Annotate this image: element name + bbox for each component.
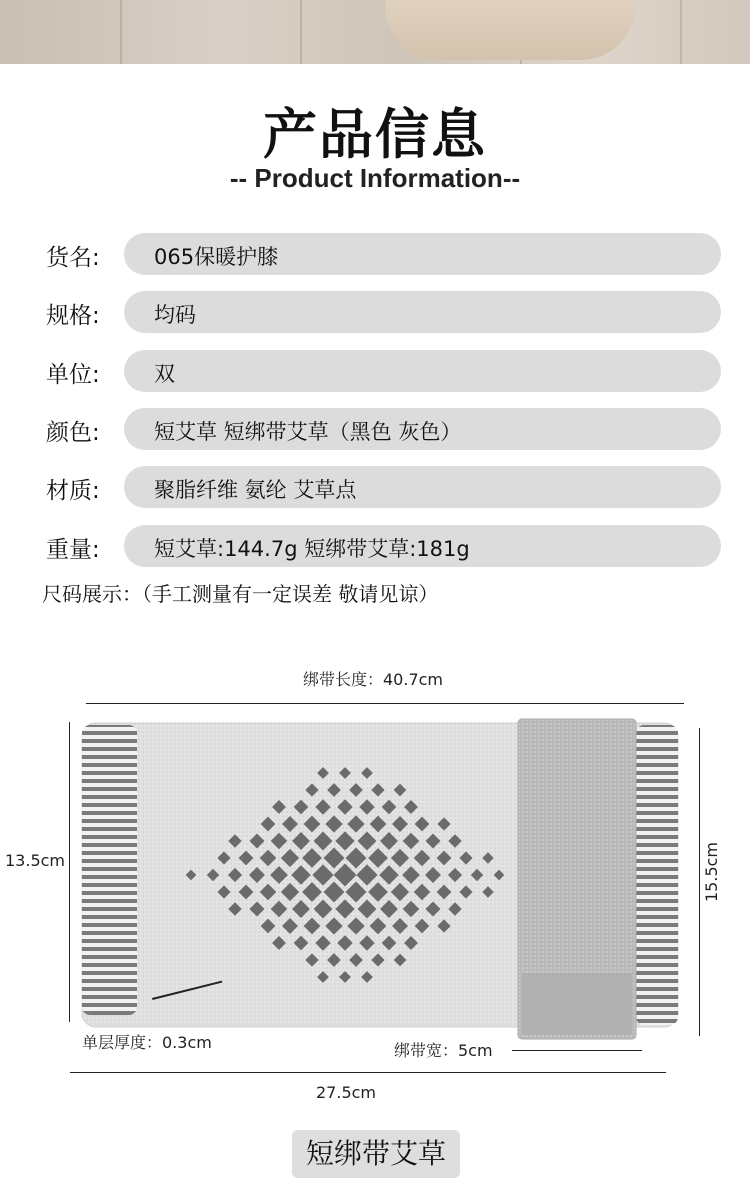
spec-row-weight [0, 525, 750, 567]
strap-width-line [512, 1050, 642, 1051]
spec-value: 双 [154, 362, 175, 386]
spec-row-unit [0, 350, 750, 392]
variant-caption: 短绑带艾草 [292, 1130, 460, 1178]
width-label: 27.5cm [316, 1083, 377, 1102]
spec-pill [124, 525, 721, 567]
spec-row-material [0, 466, 750, 508]
spec-value: 短艾草 短绑带艾草（黑色 灰色） [154, 420, 462, 444]
spec-label: 材质: [46, 478, 100, 504]
spec-label: 货名: [46, 245, 100, 271]
height-left-label: 13.5cm [5, 851, 66, 870]
page-subtitle: -- Product Information-- [229, 163, 521, 193]
spec-pill [124, 466, 721, 508]
spec-label: 单位: [46, 362, 100, 388]
foot-image [385, 0, 635, 60]
strap-length-line [86, 703, 684, 704]
height-right-label: 15.5cm [702, 841, 721, 902]
width-line [70, 1072, 666, 1073]
spec-value: 聚脂纤维 氨纶 艾草点 [154, 478, 357, 502]
size-note: 尺码展示：（手工测量有一定误差 敬请见谅） [42, 582, 439, 606]
floor-photo-strip [0, 0, 750, 64]
spec-value: 均码 [154, 303, 196, 327]
spec-value: 短艾草:144.7g 短绑带艾草:181g [154, 537, 470, 561]
spec-pill [124, 233, 721, 275]
spec-label: 重量: [46, 537, 100, 563]
spec-value: 065保暖护膝 [154, 245, 279, 269]
spec-pill [124, 350, 721, 392]
spec-row-name [0, 233, 750, 275]
spec-row-color [0, 408, 750, 450]
thickness-label: 单层厚度：0.3cm [82, 1033, 212, 1052]
spec-label: 颜色: [46, 420, 100, 446]
spec-label: 规格: [46, 303, 100, 329]
spec-pill [124, 408, 721, 450]
spec-pill [124, 291, 721, 333]
strap-length-label: 绑带长度：40.7cm [303, 670, 444, 689]
page-title: 产品信息 [263, 103, 487, 166]
strap-width-label: 绑带宽：5cm [394, 1041, 493, 1060]
height-right-line [699, 728, 700, 1036]
spec-row-size [0, 291, 750, 333]
